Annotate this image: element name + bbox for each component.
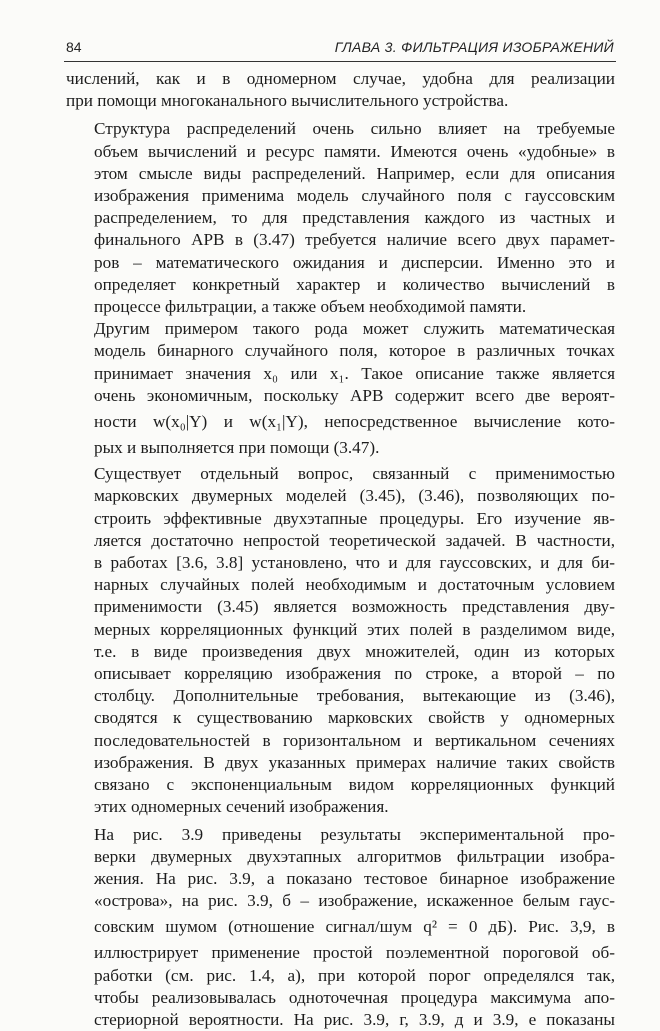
- text-line: в работах [3.6, 3.8] установлено, что и для гауссовских, и для би-: [66, 552, 615, 574]
- text-line: финального АРВ в (3.47) требуется наличие всего двух парамет-: [66, 229, 615, 251]
- text-line: определяет конкретный характер и количество вычислений в: [66, 274, 615, 296]
- text-line: мерных корреляционных функций этих полей в разделимом виде,: [66, 619, 615, 641]
- text-line: очень экономичным, поскольку АРВ содержит всего две вероят-: [66, 385, 615, 407]
- running-header: [0, 34, 660, 58]
- text-line: изображения применима модель случайного поля с гауссовским: [66, 185, 615, 207]
- text-line: На рис. 3.9 приведены результаты экспериментальной про-: [66, 824, 615, 846]
- paragraph: [66, 68, 615, 112]
- text-line: стериорной вероятности. На рис. 3.9, г, 3.9, д и 3.9, е показаны: [66, 1009, 615, 1031]
- text-line: ляется достаточно непростой теоретической задачей. В частности,: [66, 530, 615, 552]
- text-line: этом смысле виды распределений. Например, если для описания: [66, 163, 615, 185]
- text-line: «острова», на рис. 3.9, б – изображение, искаженное белым гаус-: [66, 890, 615, 912]
- text-line: Другим примером такого рода может служить математическая: [66, 318, 615, 340]
- text-line: изображения. В двух указанных примерах наличие таких свойств: [66, 752, 615, 774]
- text-line: верки двумерных двухэтапных алгоритмов фильтрации изобра-: [66, 846, 615, 868]
- text-line: применимости (3.45) является возможность представления дву-: [66, 596, 615, 618]
- chapter-title: ГЛАВА 3. ФИЛЬТРАЦИЯ ИЗОБРАЖЕНИЙ: [335, 39, 614, 55]
- text-line: сводятся к существованию марковских свойств у одномерных: [66, 707, 615, 729]
- text-line: принимает значения x₀ или x₁. Такое описание также является: [66, 363, 615, 385]
- text-line: строить эффективные двухэтапные процедуры. Его изучение яв-: [66, 508, 615, 530]
- text-line: этих одномерных сечений изображения.: [66, 796, 615, 818]
- text-line: иллюстрирует применение простой поэлементной пороговой об-: [66, 942, 615, 964]
- text-line: нарных случайных полей необходимым и достаточным условием: [66, 574, 615, 596]
- text-line: объем вычислений и ресурс памяти. Имеются очень «удобные» в: [66, 141, 615, 163]
- text-line: модель бинарного случайного поля, которое в различных точках: [66, 340, 615, 362]
- text-line: работки (см. рис. 1.4, а), при которой порог определялся так,: [66, 965, 615, 987]
- text-line: Существует отдельный вопрос, связанный с применимостью: [66, 463, 615, 485]
- text-line: связано с экспоненциальным видом корреляционных функций: [66, 774, 615, 796]
- paragraph: [66, 824, 615, 1031]
- page-number: 84: [66, 39, 82, 55]
- text-line: рых и выполняется при помощи (3.47).: [66, 437, 615, 459]
- text-line: процессе фильтрации, а также объем необходимой памяти.: [66, 296, 615, 318]
- text-line: марковских двумерных моделей (3.45), (3.46), позволяющих по-: [66, 485, 615, 507]
- text-line: при помощи многоканального вычислительного устройства.: [66, 90, 615, 112]
- text-line: Структура распределений очень сильно влияет на требуемые: [66, 118, 615, 140]
- text-line: ности w(x₀|Y) и w(x₁|Y), непосредственное вычисление кото-: [66, 407, 615, 437]
- text-line: ров – математического ожидания и дисперсии. Именно это и: [66, 252, 615, 274]
- text-line: совским шумом (отношение сигнал/шум q² = 0 дБ). Рис. 3,9, в: [66, 912, 615, 942]
- text-line: распределением, то для представления каждого из частных и: [66, 207, 615, 229]
- text-line: последовательностей в горизонтальном и вертикальном сечениях: [66, 730, 615, 752]
- paragraph: [66, 118, 615, 318]
- text-line: жения. На рис. 3.9, а показано тестовое бинарное изображение: [66, 868, 615, 890]
- body-text: [66, 68, 615, 1031]
- paragraph: [66, 463, 615, 818]
- text-line: т.е. в виде произведения двух множителей, один из которых: [66, 641, 615, 663]
- text-line: чтобы реализовывалась одноточечная процедура максимума апо-: [66, 987, 615, 1009]
- text-line: столбцу. Дополнительные требования, вытекающие из (3.46),: [66, 685, 615, 707]
- text-line: описывает корреляцию изображения по строке, а второй – по: [66, 663, 615, 685]
- header-rule: [64, 61, 616, 62]
- paragraph: [66, 318, 615, 459]
- text-line: числений, как и в одномерном случае, удобна для реализации: [66, 68, 615, 90]
